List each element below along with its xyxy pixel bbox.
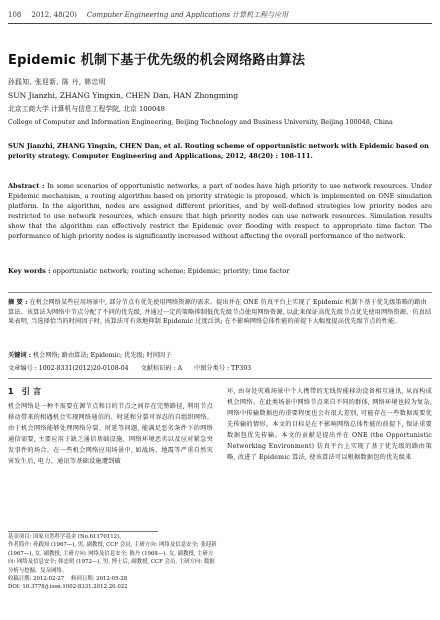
cn-keywords-text: 机会网络; 路由算法; Epidemic; 优先级; 时间因子 [32,352,172,359]
section-title: 引 言 [21,387,42,396]
right-column [227,386,432,528]
article-number: 文章编号 : 1002-8331(2012)20-0108-04 [8,365,129,372]
authors-english: SUN Jianzhi, ZHANG Yingxin, CHEN Dan, HAN Zhongming [8,91,239,100]
section-heading [8,386,213,397]
received-date: 收稿日期: 2012-02-27 [8,576,65,583]
keywords-english [8,266,432,276]
header-divider [8,23,432,24]
cn-abstract-text: 在机会网络某些应用场景中, 部分节点有优先使用网络资源的需求。提出并在 ONE 仿真平台上实现了 Epidemic 机制下基于优先级策略的路由算法。该算法为网络中节点分配了不同的优先级, 并通过一定的策略抑制低优先级节点使用网络资源, 以此来保证高优先级节点优先使用网络资源。仿真结果表明, 当选择恰当的时间因子时, 该算法可有效地抑制 Epidemic 过度泛洪; 在不影响网络总体性能的前提下大幅度提高优先级节点的性能。 [8,299,432,325]
left-column [8,386,213,528]
body-columns [8,386,432,528]
section-number: 1 [8,387,14,396]
keywords-chinese [8,351,432,361]
journal-name: Computer Engineering and Applications 计算机工程与应用 [86,11,289,19]
doi: DOI: 10.3778/j.issn.1002-8331.2012.20.022 [8,584,128,591]
author-bio: 作者简介: 孙践知 (1967—), 男, 副教授, CCF 会员, 主研方向: 网络及信息安全; 张迎新 (1967—), 女, 副教授, 主研方向: 网络及信息安全; 陈丹 (1968—), 女, 副教授, 主研方向: 网络及信息安全; 韩忠明 (1972—), 男, 博士后, 副教授, CCF 会员, 主研方向: 数据分析与挖掘、复杂网络。 [8,542,217,574]
cn-abstract-label: 摘 要 : [8,299,28,306]
footnote-divider [8,531,158,532]
document-code: 文献标识码 : A [140,365,183,372]
abstract-chinese [8,298,432,327]
issue-info: 2012, 48(20) [31,11,77,19]
abstract-text: In some scenarios of opportunistic networks, a part of nodes have high priority to use network resources. Under Epidemic mechanism, a routing algorithm based on priority strategic is proposed, which is implemented on ONE simulation platform. In the algorithm, nodes are assigned different priorities, and by well-defined strategies low priority nodes are restricted to use network resources, which ensure that high priority nodes can use network resources. Simulation results show that the algorithm can effectively restrict the Epidemic over flooding with respect to appropriate time factor. The performance of high priority nodes is significantly increased without affecting the overall performance of the network. [8,182,432,240]
divider [8,292,432,293]
affiliation-chinese: 北京工商大学 计算机与信息工程学院, 北京 100048 [8,105,165,113]
authors-chinese: 孙践知, 张迎新, 陈 丹, 韩忠明 [8,78,107,86]
dates [8,575,218,583]
revised-date: 修回日期: 2012-05-28 [71,576,128,583]
keywords-text: opportunistic network; routing scheme; Epidemic; priority; time factor [52,267,290,275]
fund-note: 基金项目: 国家自然科学基金 (No.61170112)。 [8,534,125,540]
classification-line [8,364,432,374]
body-text: 坏, 由身处灾难场景中个人携带的无线智能移动设备相互通讯, 从而构成机会网络。在此类场景中网络节点来自不同的群体, 网络环境也较为复杂, 网络中传输数据也的重要程度也会有很大差别, 可能存在一些数据需要优先传输的情形。本文的目标是在不影响网络总体性能的前提下, 保证重要数据包优先传输。本文的贡献是提出并在 ONE (the Opportunistic Networking Environment) 仿真平台上实现了基于优先级的路由策略, 改进了 Epidemic 算法, 使该算法可以根据数据包的优先级来 [227,388,432,461]
page-header [8,8,432,22]
clc-number: 中图分类号 : TP393 [194,365,252,372]
footnotes [8,533,218,592]
page-number: 108 [8,11,22,19]
affiliation-english: College of Computer and Information Engineering, Beijing Technology and Business University, Beijing 100048, China [8,118,393,126]
citation: SUN Jianzhi, ZHANG Yingxin, CHEN Dan, et al. Routing scheme of opportunistic network with Epidemic based on priority strategy. Computer Engineering and Applications, 2012, 48(20) : 108-111. [8,142,429,160]
paper-title: Epidemic 机制下基于优先级的机会网络路由算法 [8,53,306,68]
abstract-label: Abstract : [8,182,45,190]
cn-keywords-label: 关键词 : [8,352,32,359]
keywords-label: Key words : [8,267,51,275]
divider [8,378,432,379]
body-text: 机会网络是一种不需要在源节点和目的节点之间存在完整路径, 利用节点移动带来的相遇机会实现网络通信的、时延和分裂可容忍的自组织网络。由于机会网络能够处理网络分裂、时延等问题, 能满足恶劣条件下的网络通信需要, 主要应用于缺乏通信基础设施、网络环境恶劣以及应对紧急突发事件的场合。在一些机会网络应用场景中, 如战场、地震等严重自然灾害发生后, 电力、通讯等基础设施遭到破 [8,403,213,465]
abstract-english [8,181,432,241]
